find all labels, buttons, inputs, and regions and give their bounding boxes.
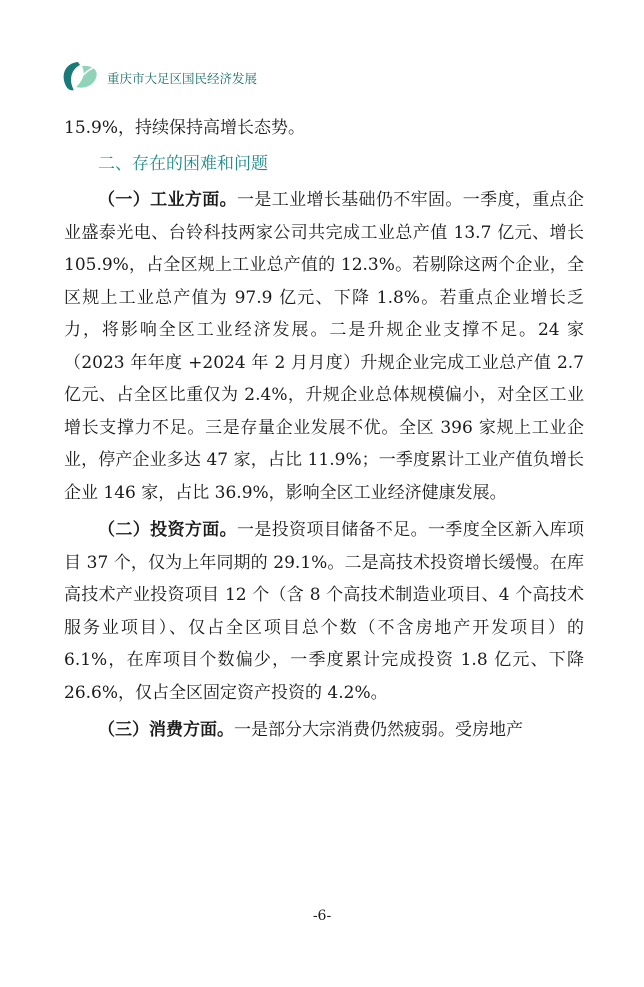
continuation-paragraph: 15.9%，持续保持高增长态势。 — [64, 118, 306, 138]
leaf-logo-icon — [60, 60, 100, 92]
section-title: 二、存在的困难和问题 — [98, 153, 268, 174]
paragraph-consumption — [64, 714, 584, 747]
subheading-industry: （一）工业方面。 — [98, 190, 237, 210]
paragraph-industry — [64, 184, 584, 509]
paragraph-text: 一是投资项目储备不足。一季度全区新入库项目 37 个，仅为上年同期的 29.1%。二是高技术投资增长缓慢。在库高技术产业投资项目 12 个（含 8 个高技术制造业项目、4 个高技术服务业项目）、仅占全区项目总个数（不含房地产开发项目）的 6.1%，在库项目个数偏少，一季度累计完成投资 1.8 亿元、下降 26.6%，仅占全区固定资产投资的 4.2%。 — [64, 520, 585, 703]
page-number: -6- — [312, 908, 332, 924]
document-body — [64, 112, 584, 747]
paragraph-text: 一是工业增长基础仍不牢固。一季度，重点企业盛泰光电、台铃科技两家公司共完成工业总产值 13.7 亿元、增长 105.9%，占全区规上工业总产值的 12.3%。若剔除这两个企业，全区规上工业总产值为 97.9 亿元、下降 1.8%。若重点企业增长乏力，将影响全区工业经济发展。二是升规企业支撑不足。24 家（2023 年年度 +2024 年 2 月月度）升规企业完成工业总产值 2.7 亿元、占全区比重仅为 2.4%，升规企业总体规模偏小，对全区工业增长支撑力不足。三是存量企业发展不优。全区 396 家规上工业企业，停产企业多达 47 家，占比 11.9%；一季度累计工业产值负增长企业 146 家，占比 36.9%，影响全区工业经济健康发展。 — [64, 190, 585, 503]
subheading-consumption: （三）消费方面。 — [98, 720, 234, 740]
subheading-investment: （二）投资方面。 — [98, 520, 237, 540]
paragraph-text: 一是部分大宗消费仍然疲弱。受房地产 — [234, 720, 523, 740]
paragraph-investment — [64, 514, 584, 709]
page-header — [60, 60, 580, 94]
org-name: 重庆市大足区国民经济发展 — [107, 71, 258, 86]
